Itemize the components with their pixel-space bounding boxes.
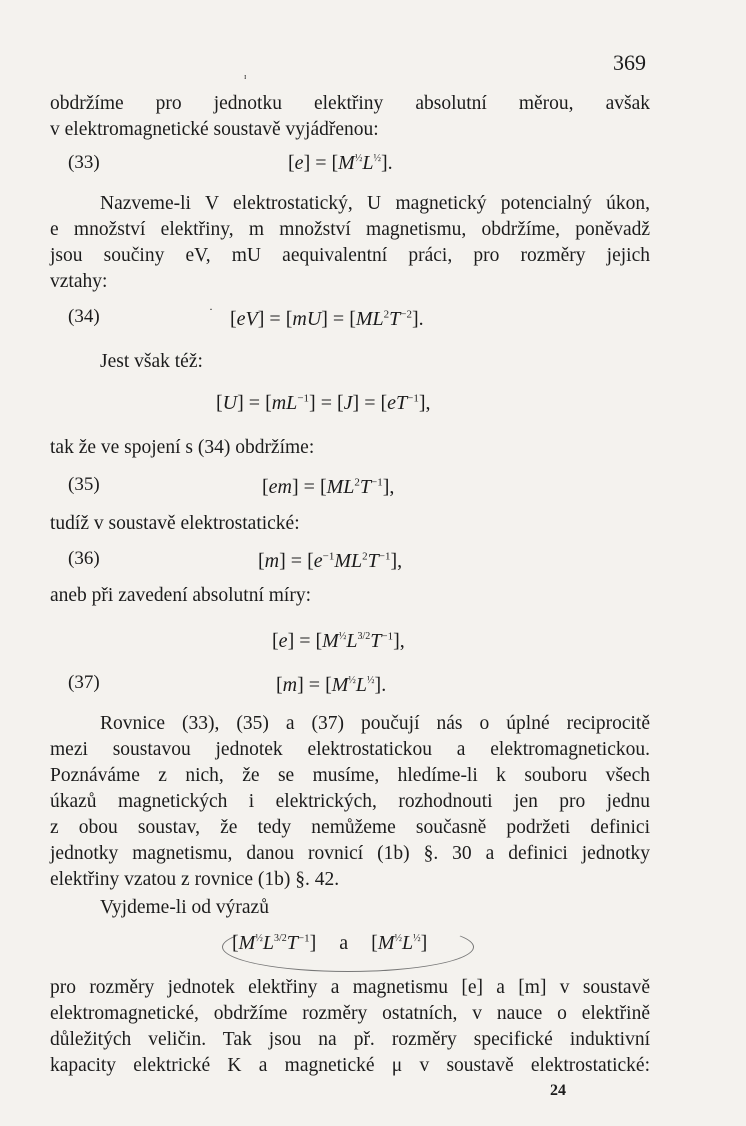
text-line: jednotky magnetismu, danou rovnicí (1b) §. 30 a definici jednotky bbox=[50, 843, 650, 864]
conjunction-text: a bbox=[339, 932, 349, 954]
equation-label: (33) bbox=[68, 152, 100, 173]
equation-label: (34) bbox=[68, 306, 100, 327]
text-line: kapacity elektrické K a magnetické μ v soustavě elektrostatické: bbox=[50, 1055, 650, 1076]
equation-unnumbered: $[U] = [mL^{-1}] = [J] = [eT^{-1}]$, bbox=[216, 392, 431, 414]
text-line: mezi soustavou jednotek elektrostatickou a elektromagnetickou. bbox=[50, 739, 650, 760]
text-line: Vyjdeme-li od výrazů bbox=[100, 897, 269, 918]
text-line: Nazveme-li V elektrostatický, U magnetický potencialný úkon, bbox=[100, 193, 650, 214]
text-line: elektromagnetické, obdržíme rozměry ostatních, v nauce o elektřině bbox=[50, 1003, 650, 1024]
ink-mark: ᶦ bbox=[244, 72, 247, 87]
signature-mark: 24 bbox=[550, 1082, 566, 1099]
text-line: Rovnice (33), (35) a (37) poučují nás o úplné reciprocitě bbox=[100, 713, 650, 734]
text-line: v elektromagnetické soustavě vyjádřenou: bbox=[50, 119, 379, 140]
equation-33: [e] = [M½L½]. bbox=[288, 152, 393, 174]
equation-37b: [m] = [M½L½]. bbox=[276, 674, 387, 696]
equation-label: (35) bbox=[68, 474, 100, 495]
equation-label: (37) bbox=[68, 672, 100, 693]
text-line: e množství elektřiny, m množství magnetismu, obdržíme, poněvadž bbox=[50, 219, 650, 240]
text-line: vztahy: bbox=[50, 271, 108, 292]
text-line: tudíž v soustavě elektrostatické: bbox=[50, 513, 300, 534]
text-line: důležitých veličin. Tak jsou na př. rozměry specifické induktivní bbox=[50, 1029, 650, 1050]
text-line: obdržíme pro jednotku elektřiny absolutní měrou, avšak bbox=[50, 93, 650, 114]
text-line: pro rozměry jednotek elektřiny a magnetismu [e] a [m] v soustavě bbox=[50, 977, 650, 998]
equation-37a: $[e] = [M\frac{1}{2}L3/2T^{-1}]$, bbox=[272, 630, 405, 652]
equation-label: (36) bbox=[68, 548, 100, 569]
ink-dot: · bbox=[209, 302, 213, 316]
text-line: Jest však též: bbox=[100, 351, 203, 372]
text-line: aneb při zavedení absolutní míry: bbox=[50, 585, 312, 606]
text-line: jsou součiny eV, mU aequivalentní práci, pro rozměry jejich bbox=[50, 245, 650, 266]
equation-34: $[eV] = [mU] = [ML^2T^{-2}]$. bbox=[230, 308, 424, 330]
equation-36: $[m] = [e^{-1}ML^2T^{-1}]$, bbox=[258, 550, 403, 572]
text-line: z obou soustav, že tedy nemůžeme současně podržeti definici bbox=[50, 817, 650, 838]
equation-expressions: $[M\frac{1}{2}L3/2T^{-1}]$ a [M½L½] bbox=[232, 932, 428, 954]
text-line: úkazů magnetických i elektrických, rozhodnouti jen pro jednu bbox=[50, 791, 650, 812]
text-line: Poznáváme z nich, že se musíme, hledíme-li k souboru všech bbox=[50, 765, 650, 786]
page-number: 369 bbox=[613, 50, 646, 75]
text-line: tak že ve spojení s (34) obdržíme: bbox=[50, 437, 315, 458]
equation-35: $[em] = [ML^2T^{-1}]$, bbox=[262, 476, 395, 498]
text-line: elektřiny vzatou z rovnice (1b) §. 42. bbox=[50, 869, 340, 890]
